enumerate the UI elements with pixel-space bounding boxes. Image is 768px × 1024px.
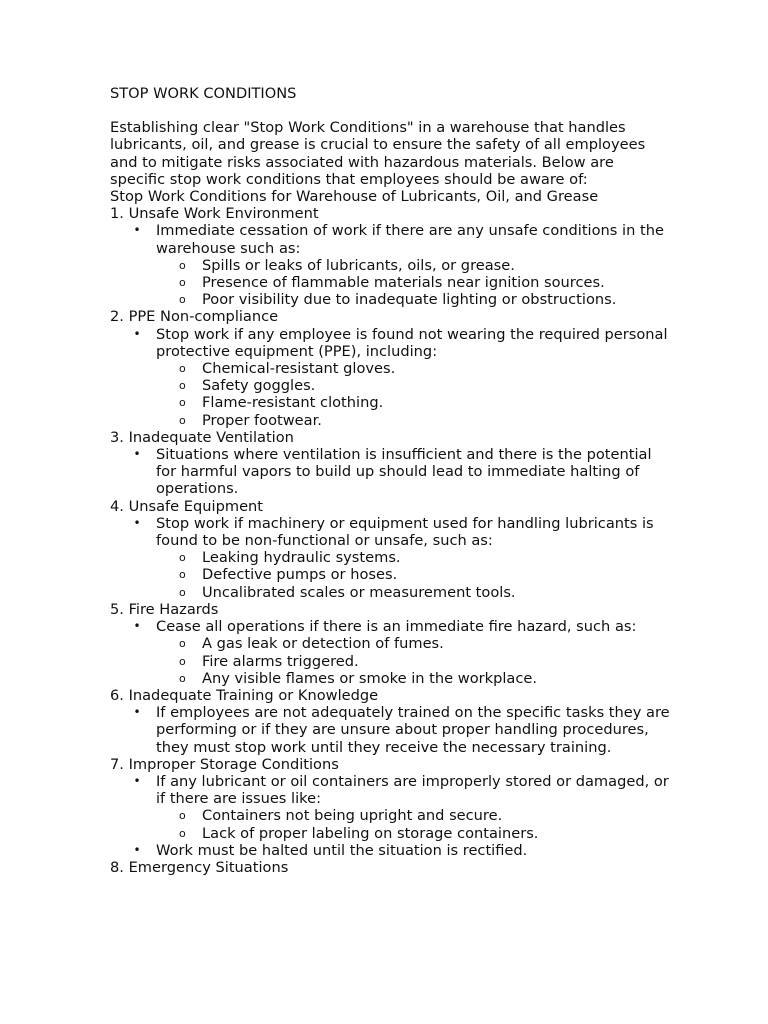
sub-list-item [156, 653, 670, 670]
document-title: STOP WORK CONDITIONS [110, 85, 297, 102]
list-item [110, 842, 670, 859]
sub-bullet-icon: o [179, 654, 186, 668]
sub-list-item [156, 825, 670, 842]
bullet-icon: • [133, 705, 141, 720]
list-item [110, 618, 670, 687]
bullet-list [110, 618, 670, 687]
bullet-icon: • [133, 515, 141, 530]
sub-bullet-icon: o [179, 637, 186, 651]
bullet-list [110, 704, 670, 756]
section-heading: 7. Improper Storage Conditions [110, 755, 339, 773]
sub-list-item [156, 670, 670, 687]
sub-list-item-text: Spills or leaks of lubricants, oils, or grease. [202, 256, 515, 274]
section-heading: 5. Fire Hazards [110, 600, 219, 618]
sub-list-item-text: Leaking hydraulic systems. [202, 549, 401, 567]
sub-bullet-icon: o [179, 396, 186, 410]
section-heading: 2. PPE Non-compliance [110, 308, 279, 326]
sub-bullet-icon: o [179, 551, 186, 565]
sub-list-item [156, 274, 670, 291]
sub-list-item [156, 635, 670, 652]
sub-bullet-icon: o [179, 379, 186, 393]
sub-bullet-icon: o [179, 809, 186, 823]
list-item [110, 704, 670, 756]
sub-list-item [156, 394, 670, 411]
list-item-text: If any lubricant or oil containers are improperly stored or damaged, or if there are issues like: [156, 772, 669, 808]
sub-list-item-text: Presence of flammable materials near ignition sources. [202, 274, 605, 292]
list-item [110, 222, 670, 308]
list-item-text: Work must be halted until the situation is rectified. [156, 841, 528, 859]
bullet-icon: • [133, 326, 141, 341]
sub-bullet-icon: o [179, 276, 186, 290]
sub-list-item [156, 549, 670, 566]
bullet-list [110, 326, 670, 429]
sub-list-item-text: Safety goggles. [202, 377, 316, 395]
list-item-text: Stop work if machinery or equipment used for handling lubricants is found to be non-functional or unsafe, such as: [156, 514, 654, 550]
sub-list-item [156, 257, 670, 274]
sub-list-item-text: Fire alarms triggered. [202, 652, 359, 670]
sub-bullet-icon: o [179, 671, 186, 685]
bullet-icon: • [133, 447, 141, 462]
list-item-text: Situations where ventilation is insufficient and there is the potential for harmful vapors to build up should lead to immediate halting of operations. [156, 446, 652, 498]
sub-bullet-icon: o [179, 585, 186, 599]
sub-bullet-icon: o [179, 362, 186, 376]
sub-list-item [156, 377, 670, 394]
sub-list-item [156, 360, 670, 377]
sub-list-item-text: Flame-resistant clothing. [202, 394, 384, 412]
sub-bullet-icon: o [179, 258, 186, 272]
bullet-icon: • [133, 223, 141, 238]
list-item-text: If employees are not adequately trained on the specific tasks they are performing or if they are unsure about proper handling procedures, they must stop work until they receive the necessary training. [156, 704, 670, 756]
bullet-icon: • [133, 842, 141, 857]
sub-list-item [156, 807, 670, 824]
sub-list-item [156, 584, 670, 601]
sub-list-item-text: A gas leak or detection of fumes. [202, 635, 444, 653]
bullet-list [110, 773, 670, 859]
section-heading: 6. Inadequate Training or Knowledge [110, 686, 379, 704]
bullet-list [110, 515, 670, 601]
bullet-icon: • [133, 773, 141, 788]
list-item [110, 446, 670, 498]
sub-bullet-icon: o [179, 293, 186, 307]
document-subtitle: Stop Work Conditions for Warehouse of Lubricants, Oil, and Grease [110, 188, 599, 206]
sub-bullet-list [156, 635, 670, 687]
list-item-text: Immediate cessation of work if there are any unsafe conditions in the warehouse such as: [156, 222, 664, 257]
section-heading: 4. Unsafe Equipment [110, 497, 264, 515]
sub-list-item [156, 566, 670, 583]
sub-bullet-icon: o [179, 568, 186, 582]
intro-paragraph: Establishing clear "Stop Work Conditions" in a warehouse that handles lubricants, oil, and grease is crucial to ensure the safety of all employees and to mitigate risks associated with hazardous materials. Below are specific stop work conditions that employees should be aware of: [110, 119, 646, 188]
sections-list [110, 205, 670, 876]
sub-list-item-text: Chemical-resistant gloves. [202, 360, 396, 378]
sub-list-item-text: Uncalibrated scales or measurement tools. [202, 583, 516, 601]
document-body [110, 85, 670, 876]
sub-bullet-list [156, 257, 670, 309]
sub-bullet-list [156, 360, 670, 429]
sub-bullet-icon: o [179, 413, 186, 427]
bullet-list [110, 446, 670, 498]
sub-bullet-icon: o [179, 826, 186, 840]
sub-list-item-text: Proper footwear. [202, 411, 322, 429]
list-item [110, 773, 670, 842]
sub-list-item-text: Containers not being upright and secure. [202, 807, 503, 825]
sub-list-item-text: Poor visibility due to inadequate lighting or obstructions. [202, 291, 617, 309]
sub-list-item [156, 412, 670, 429]
sub-list-item [156, 291, 670, 308]
sub-list-item-text: Defective pumps or hoses. [202, 566, 398, 584]
list-item-text: Stop work if any employee is found not wearing the required personal protective equipment (PPE), including: [156, 325, 668, 360]
section-heading: 1. Unsafe Work Environment [110, 205, 319, 223]
bullet-list [110, 222, 670, 308]
section-heading: 8. Emergency Situations [110, 858, 289, 876]
bullet-icon: • [133, 619, 141, 634]
section-heading: 3. Inadequate Ventilation [110, 428, 294, 446]
list-item-text: Cease all operations if there is an immediate fire hazard, such as: [156, 618, 637, 636]
sub-bullet-list [156, 549, 670, 601]
list-item [110, 326, 670, 429]
sub-bullet-list [156, 807, 670, 841]
list-item [110, 515, 670, 601]
sub-list-item-text: Lack of proper labeling on storage containers. [202, 824, 539, 842]
sub-list-item-text: Any visible flames or smoke in the workplace. [202, 669, 537, 687]
